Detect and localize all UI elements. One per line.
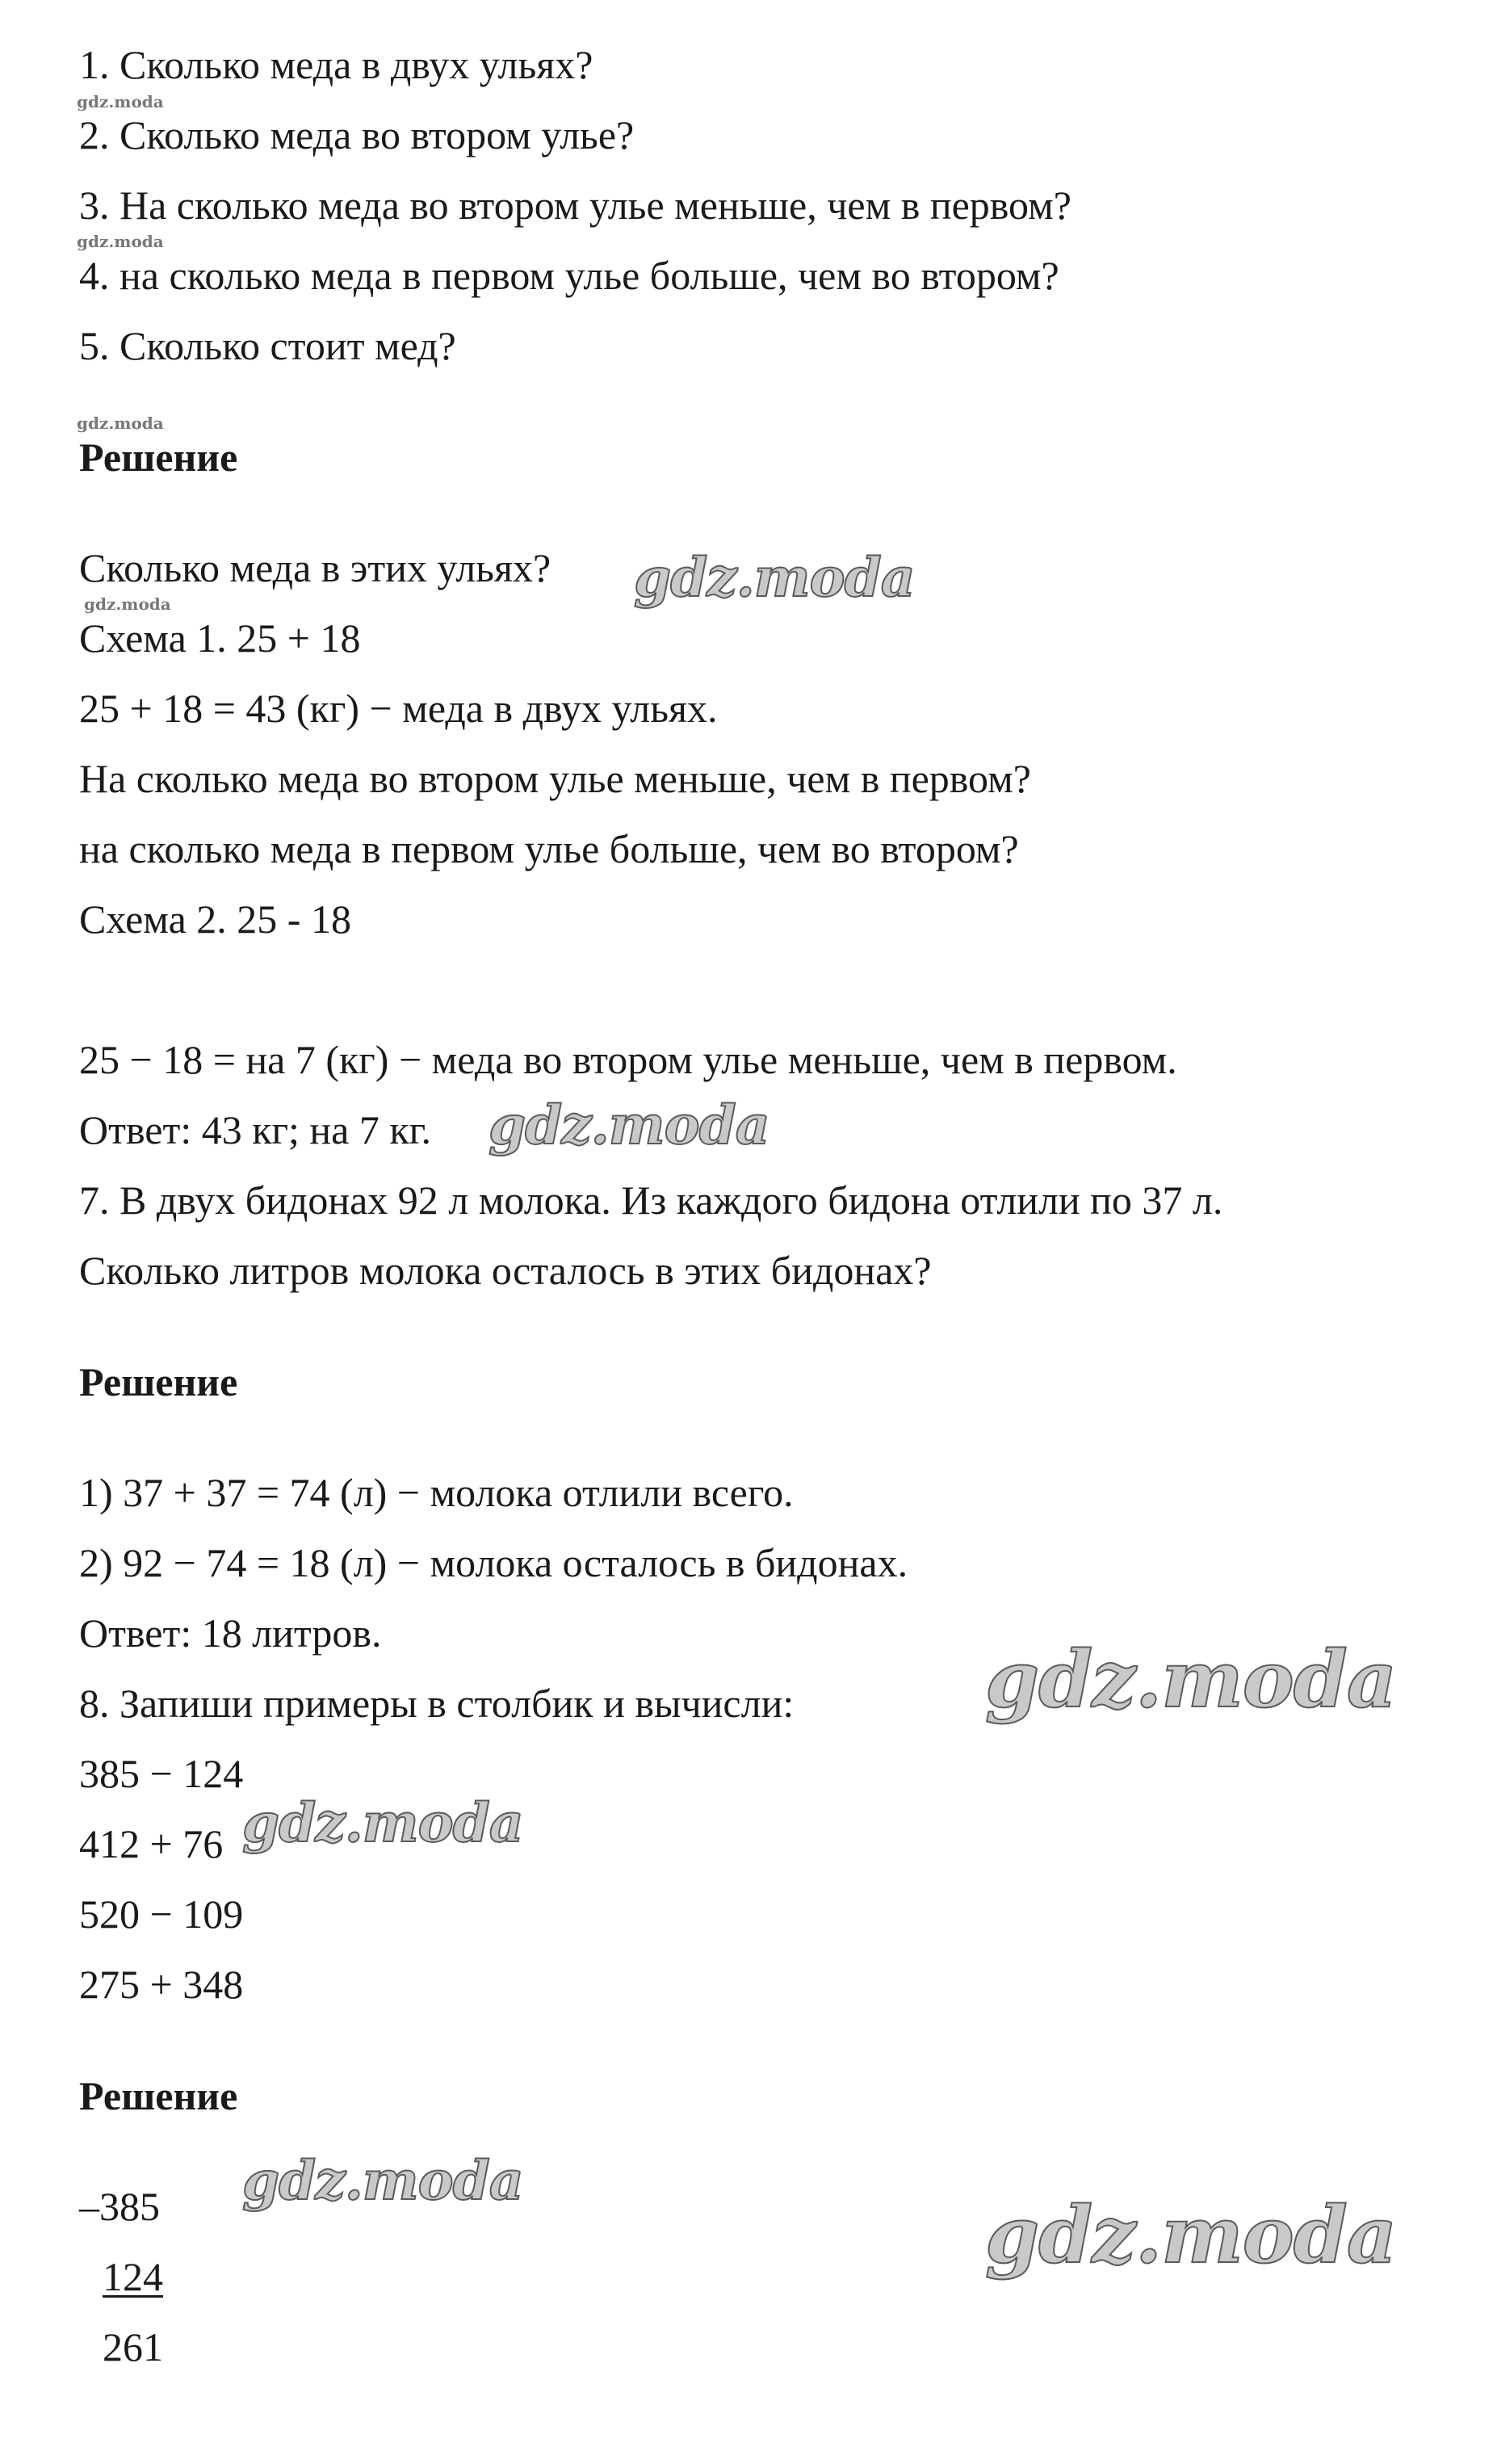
solution1-line: Схема 1. 25 + 18	[79, 615, 361, 661]
watermark-small: gdz.moda	[84, 594, 171, 614]
watermark-logo: gdz.moda	[634, 546, 915, 609]
question-1: 1. Сколько меда в двух ульях?	[79, 42, 593, 87]
solution1-line: Схема 2. 25 - 18	[79, 896, 351, 942]
task7-line: 7. В двух бидонах 92 л молока. Из каждого бидона отлили по 37 л.	[79, 1177, 1223, 1223]
solution-heading: Решение	[79, 2073, 238, 2118]
question-5: 5. Сколько стоит мед?	[79, 323, 456, 368]
watermark-logo: gdz.moda	[242, 2149, 523, 2212]
question-4: 4. на сколько меда в первом улье больше, чем во втором?	[79, 253, 1059, 298]
solution1-line: 25 + 18 = 43 (кг) − меда в двух ульях.	[79, 686, 718, 731]
column-subtrahend: 124	[103, 2254, 163, 2299]
solution1-calc: 25 − 18 = на 7 (кг) − меда во втором улье меньше, чем в первом.	[79, 1037, 1177, 1082]
task8-example: 385 − 124	[79, 1751, 244, 1796]
question-2: 2. Сколько меда во втором улье?	[79, 112, 635, 157]
solution1-line: Сколько меда в этих ульях?	[79, 545, 551, 590]
solution1-answer: Ответ: 43 кг; на 7 кг.	[79, 1107, 432, 1152]
watermark-small: gdz.moda	[77, 92, 164, 111]
watermark-small: gdz.moda	[77, 232, 164, 251]
task7-line: Сколько литров молока осталось в этих бидонах?	[79, 1248, 932, 1293]
task8-example: 275 + 348	[79, 1962, 244, 2007]
watermark-logo: gdz.moda	[985, 1634, 1397, 1725]
solution1-line: на сколько меда в первом улье больше, чем во втором?	[79, 826, 1019, 871]
column-result: 261	[103, 2324, 163, 2370]
solution7-line: 2) 92 − 74 = 18 (л) − молока осталось в бидонах.	[79, 1540, 908, 1585]
solution-heading: Решение	[79, 1359, 238, 1404]
question-3: 3. На сколько меда во втором улье меньше, чем в первом?	[79, 183, 1071, 228]
column-minuend: –385	[79, 2184, 160, 2229]
solution7-line: 1) 37 + 37 = 74 (л) − молока отлили всего.	[79, 1470, 794, 1515]
watermark-small: gdz.moda	[77, 413, 164, 433]
solution1-line: На сколько меда во втором улье меньше, чем в первом?	[79, 756, 1031, 801]
task8-example: 412 + 76	[79, 1821, 224, 1866]
task8-example: 520 − 109	[79, 1891, 244, 1937]
solution7-line: Ответ: 18 литров.	[79, 1610, 382, 1656]
task8-title: 8. Запиши примеры в столбик и вычисли:	[79, 1681, 795, 1726]
watermark-logo: gdz.moda	[242, 1791, 523, 1854]
watermark-logo: gdz.moda	[489, 1093, 769, 1156]
solution-heading: Решение	[79, 434, 238, 480]
watermark-logo: gdz.moda	[985, 2189, 1397, 2281]
